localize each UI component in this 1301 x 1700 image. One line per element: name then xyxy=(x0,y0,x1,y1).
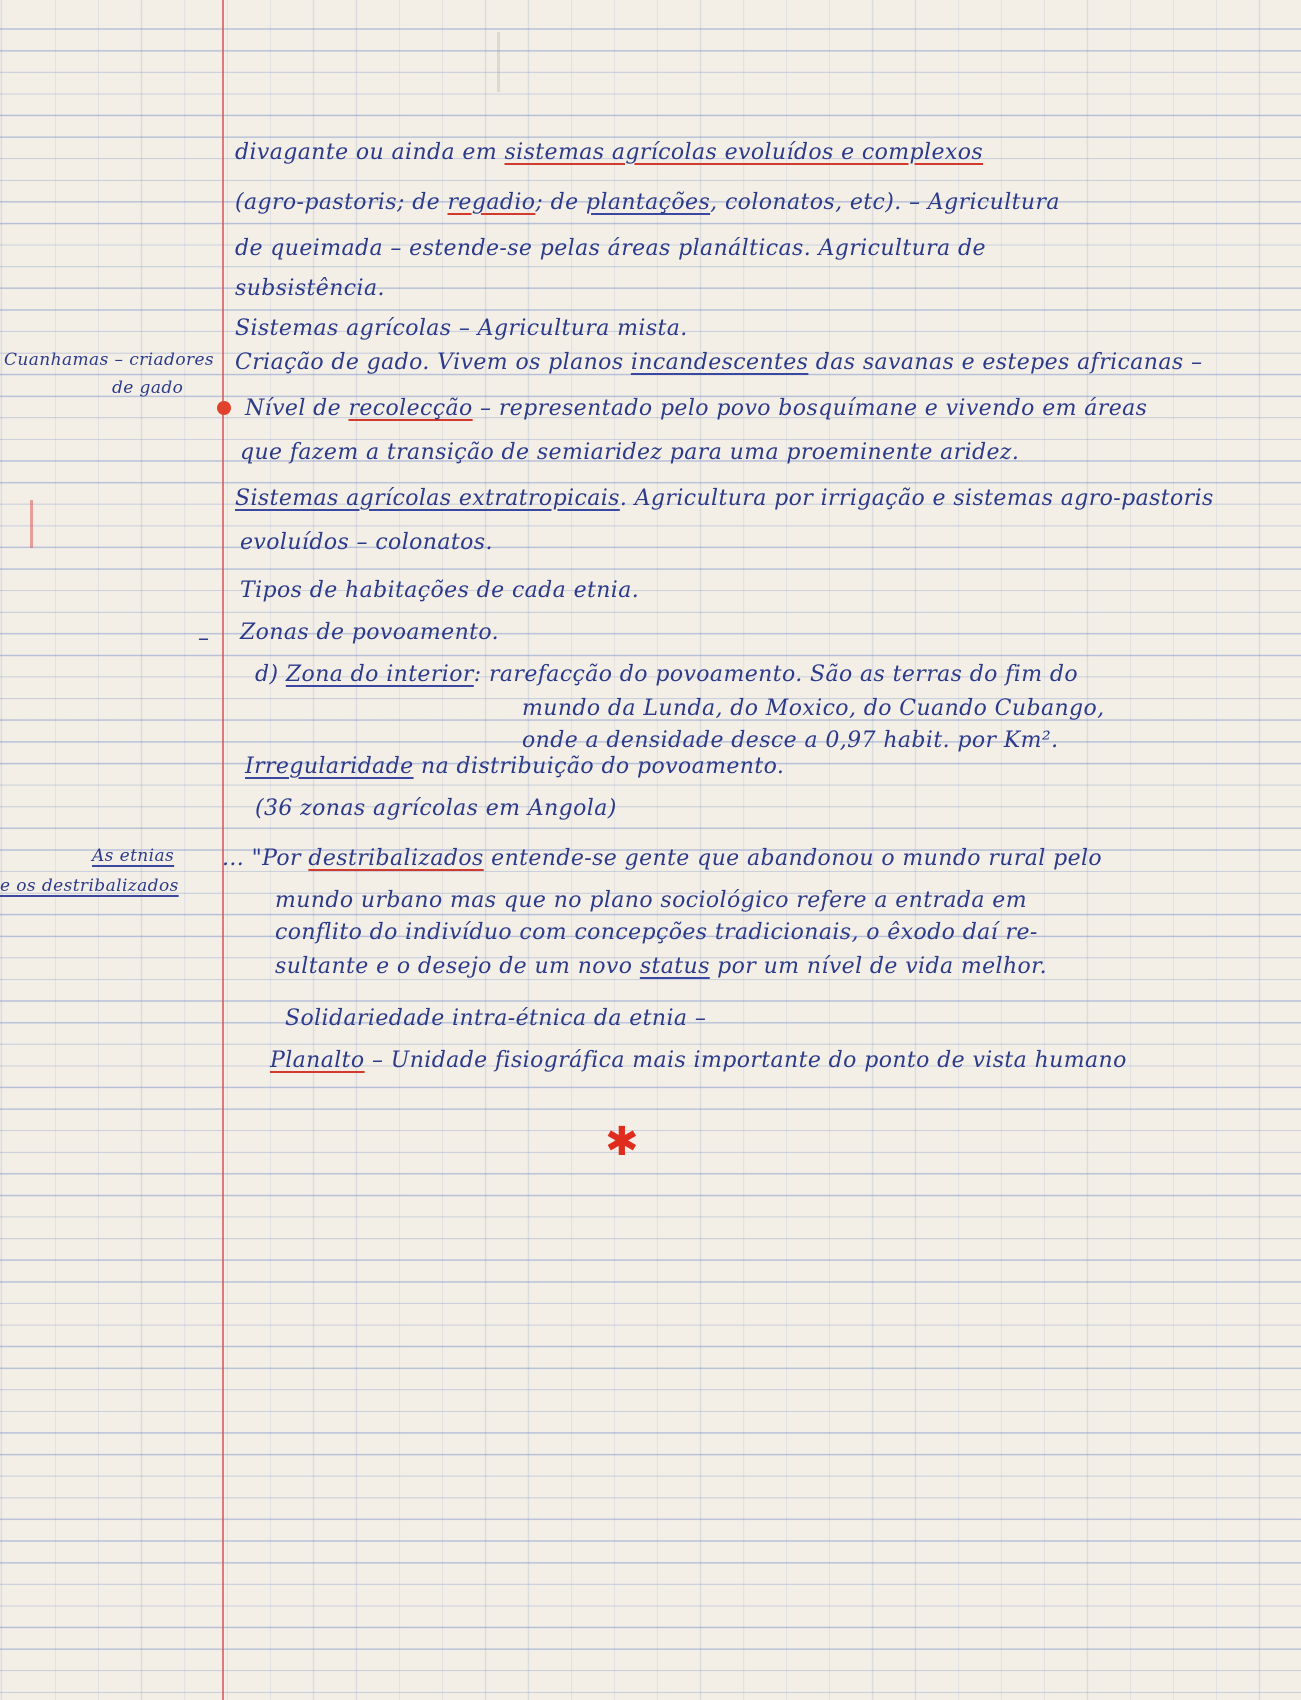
red-bullet-dot xyxy=(217,401,231,415)
note-line-4: subsistência. xyxy=(235,276,385,301)
margin-note-4: e os destribalizados xyxy=(0,876,179,896)
note-line-11: Tipos de habitações de cada etnia. xyxy=(240,578,640,603)
note-line-6: Criação de gado. Vivem os planos incandescentes das savanas e estepes africanas – xyxy=(235,350,1203,375)
red-star-mark: ✱ xyxy=(605,1119,639,1165)
bleed-through-mark xyxy=(497,32,510,92)
note-line-9: Sistemas agrícolas extratropicais. Agricultura por irrigação e sistemas agro-pastoris xyxy=(235,486,1214,511)
note-line-19: mundo urbano mas que no plano sociológico refere a entrada em xyxy=(275,888,1027,913)
note-line-8: que fazem a transição de semiaridez para uma proeminente aridez. xyxy=(240,440,1020,465)
margin-note-3: As etnias xyxy=(92,846,175,866)
note-line-3: de queimada – estende-se pelas áreas planálticas. Agricultura de xyxy=(235,236,986,261)
note-line-1: divagante ou ainda em sistemas agrícolas evoluídos e complexos xyxy=(235,140,984,165)
margin-note-1: Cuanhamas – criadores xyxy=(4,350,215,370)
note-line-17: (36 zonas agrícolas em Angola) xyxy=(255,796,617,821)
margin-dash: – xyxy=(198,626,210,651)
note-line-15: onde a densidade desce a 0,97 habit. por Km². xyxy=(522,728,1059,753)
note-line-18: ... "Por destribalizados entende-se gente que abandonou o mundo rural pelo xyxy=(222,846,1103,871)
note-line-2: (agro-pastoris; de regadio; de plantações, colonatos, etc). – Agricultura xyxy=(235,190,1060,215)
note-line-13: d) Zona do interior: rarefacção do povoamento. São as terras do fim do xyxy=(255,662,1078,687)
note-line-22: Solidariedade intra-étnica da etnia – xyxy=(285,1006,707,1031)
note-line-21: sultante e o desejo de um novo status por um nível de vida melhor. xyxy=(275,954,1048,979)
note-line-16: Irregularidade na distribuição do povoamento. xyxy=(245,754,785,779)
red-margin-tick xyxy=(30,500,33,548)
note-line-23: Planalto – Unidade fisiográfica mais importante do ponto de vista humano xyxy=(270,1048,1127,1073)
note-line-12: Zonas de povoamento. xyxy=(240,620,500,645)
note-line-20: conflito do indivíduo com concepções tradicionais, o êxodo daí re- xyxy=(275,920,1038,945)
note-line-5: Sistemas agrícolas – Agricultura mista. xyxy=(235,316,688,341)
note-line-14: mundo da Lunda, do Moxico, do Cuando Cubango, xyxy=(522,696,1105,721)
margin-note-2: de gado xyxy=(112,378,184,398)
note-line-10: evoluídos – colonatos. xyxy=(240,530,493,555)
note-line-7: Nível de recolecção – representado pelo povo bosquímane e vivendo em áreas xyxy=(245,396,1148,421)
